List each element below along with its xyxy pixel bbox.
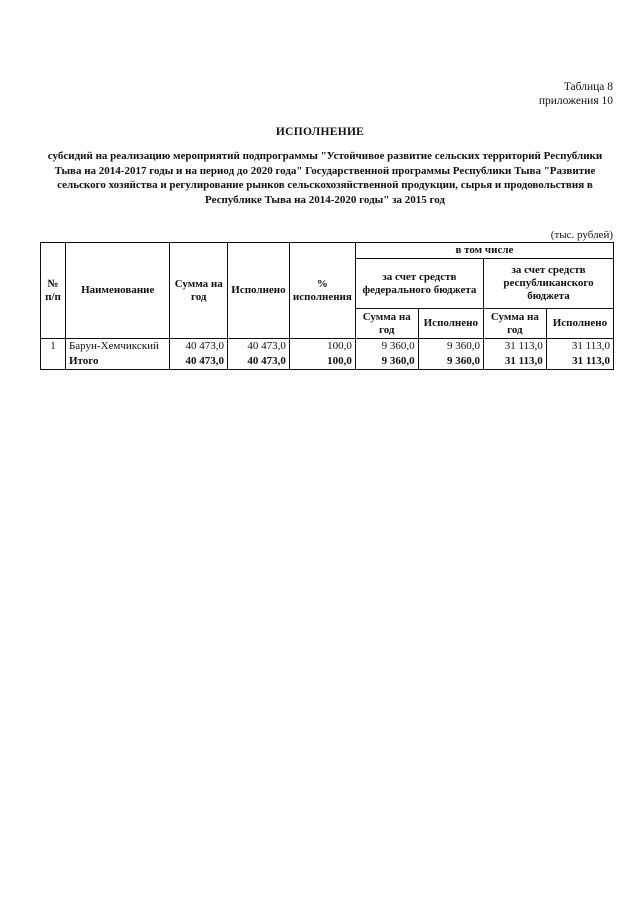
header-republic-sum: Сумма на год [484,309,547,339]
header-sum: Сумма на год [170,243,228,339]
cell-total-republic-sum: 31 113,0 [484,354,547,370]
cell-total-republic-done: 31 113,0 [546,354,613,370]
document-subtitle: субсидий на реализацию мероприятий подпрограммы "Устойчивое развитие сельских территорий Республики Тыва на 2014-2017 годы и на период до 2020 года" Государственной программы Республики Тыва "Развитие сельского хозяйства и регулирование рынков сельскохозяйственной продукции, сырья и продовольствия в Республике Тыва на 2014-2020 годы" за 2015 год [47,150,603,206]
cell-total-federal-sum: 9 360,0 [355,354,418,370]
header-including: в том числе [355,243,613,259]
cell-republic-sum: 31 113,0 [484,339,547,355]
cell-total-federal-done: 9 360,0 [418,354,483,370]
header-federal-done: Исполнено [418,309,483,339]
cell-total-done: 40 473,0 [228,354,290,370]
cell-no: 1 [41,339,66,355]
header-federal-sum: Сумма на год [355,309,418,339]
table-number: Таблица 8 [563,81,613,93]
header-done: Исполнено [228,243,290,339]
cell-federal-sum: 9 360,0 [355,339,418,355]
cell-federal-done: 9 360,0 [418,339,483,355]
header-no: № п/п [41,243,66,339]
table-reference [539,80,613,108]
total-row [41,354,614,370]
header-federal-budget: за счет средств федерального бюджета [355,259,483,309]
cell-republic-done: 31 113,0 [546,339,613,355]
table-row [41,339,614,355]
header-republic-done: Исполнено [546,309,613,339]
cell-total-percent: 100,0 [289,354,355,370]
cell-sum: 40 473,0 [170,339,228,355]
execution-table [40,242,614,370]
cell-total-sum: 40 473,0 [170,354,228,370]
cell-name: Барун-Хемчикский [65,339,170,355]
cell-percent: 100,0 [289,339,355,355]
appendix-number: приложения 10 [538,95,613,107]
document-title: ИСПОЛНЕНИЕ [275,126,365,138]
cell-total-name: Итого [65,354,170,370]
header-name: Наименование [65,243,170,339]
header-percent: % исполнения [289,243,355,339]
header-republic-budget: за счет средств республиканского бюджета [484,259,614,309]
units-label: (тыс. рублей) [550,229,613,241]
cell-total-no [41,354,66,370]
cell-done: 40 473,0 [228,339,290,355]
